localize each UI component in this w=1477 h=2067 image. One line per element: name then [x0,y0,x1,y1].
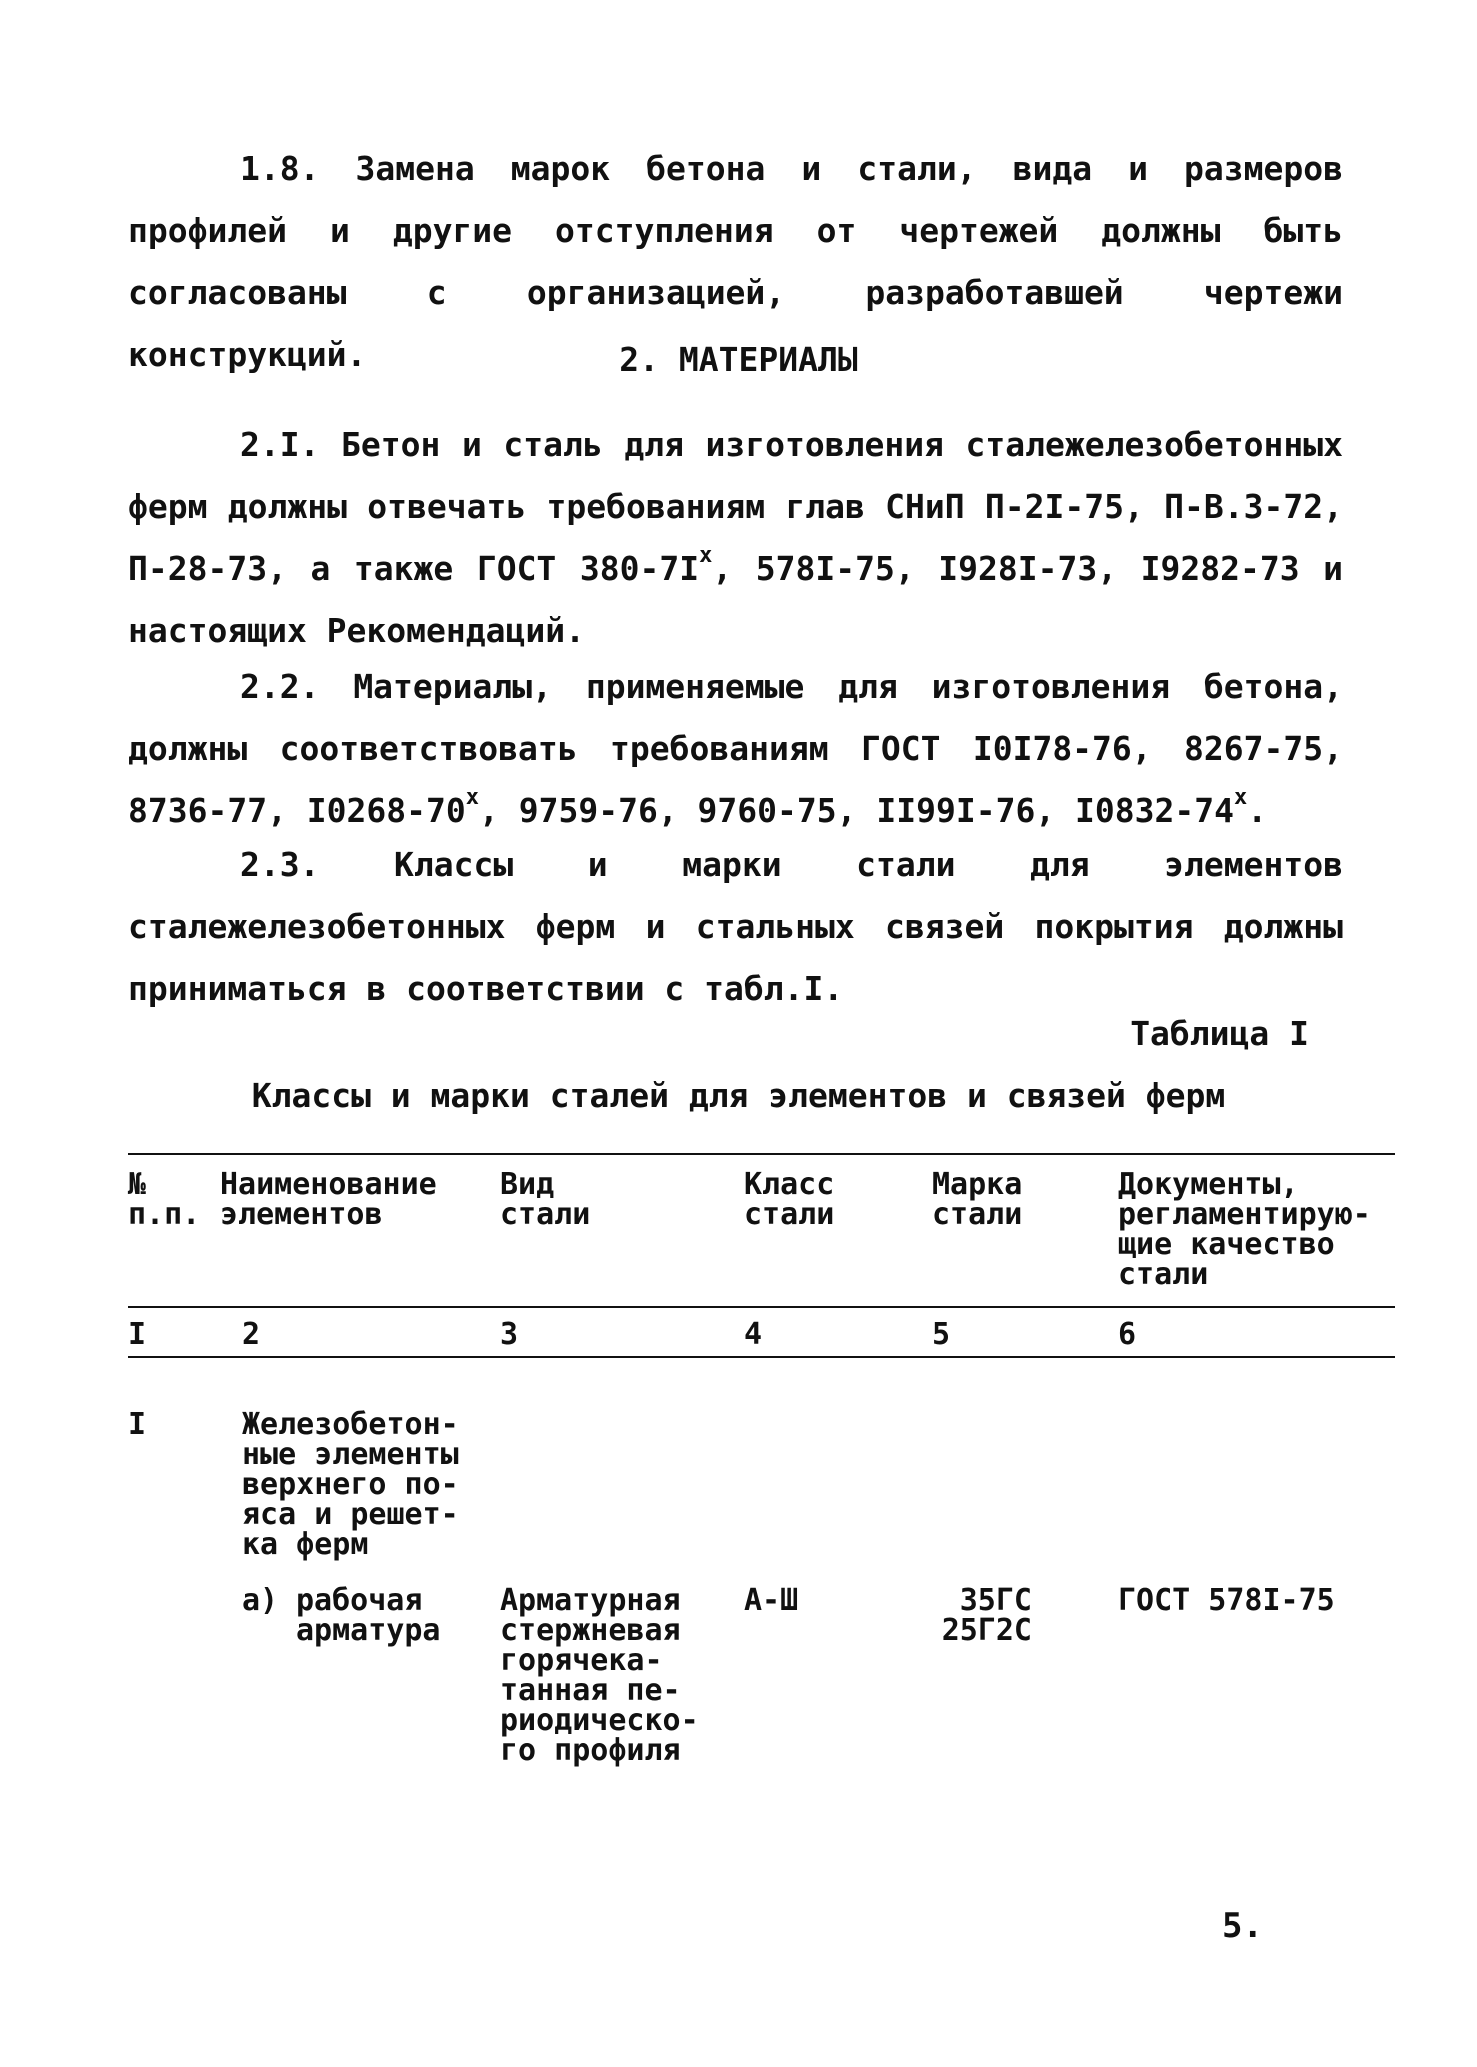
row-1a-steel-grade: 35ГС 25Г2С [941,1583,1032,1648]
page-number: 5. [1222,1906,1263,1946]
paragraph-2-2 [128,656,1343,842]
column-number-2: 2 [242,1317,261,1352]
header-bottom-rule [128,1306,1395,1308]
header-steel-grade: Марка стали [932,1167,1023,1232]
row-1-number: I [128,1407,147,1442]
paragraph-2-1 [128,414,1343,662]
row-1-name: Железобетон- ные элементы верхнего по- яса и решет- ка ферм [242,1407,459,1562]
superscript-x: x [1234,785,1248,810]
table-label: Таблица I [1130,1014,1309,1053]
row-1a-steel-kind: Арматурная стержневая горячека- танная пе- риодическо- го профиля [500,1583,699,1768]
paragraph-2-2-text-a: 2.2. Материалы, применяемые для изготовления бетона, должны соответствовать требованиям ГОСТ I0I78-76, 8267-75, 8736-77, I0268-70 [128,667,1343,830]
row-1a-name: рабочая арматура [296,1583,441,1648]
table-title: Классы и марки сталей для элементов и связей ферм [251,1076,1226,1115]
superscript-x: x [699,543,713,568]
header-steel-class: Класс стали [744,1167,835,1232]
paragraph-2-2-text-c: . [1247,791,1268,830]
column-number-3: 3 [500,1317,519,1352]
section-heading: 2. МАТЕРИАЛЫ [619,340,858,379]
paragraph-2-1-text-a: 2.I. Бетон и сталь для изготовления сталежелезобетонных ферм должны отвечать требованиям глав СНиП П-2I-75, П-В.3-72, П-28-73, а также ГОСТ 380-7I [128,425,1343,588]
paragraph-2-2-text-b: , 9759-76, 9760-75, II99I-76, I0832-74 [479,791,1234,830]
paragraph-2-3 [128,834,1343,1020]
row-1a-document: ГОСТ 578I-75 [1118,1583,1335,1618]
paragraph-2-3-text: 2.3. Классы и марки стали для элементов сталежелезобетонных ферм и стальных связей покрытия должны приниматься в соответствии с табл.I. [128,845,1343,1008]
header-number: № п.п. [128,1167,201,1232]
column-number-6: 6 [1118,1317,1137,1352]
column-number-4: 4 [744,1317,763,1352]
header-documents: Документы, регламентирую- щие качество стали [1118,1167,1371,1292]
paragraph-2-1-text-b: , 578I-75, I928I-73, I9282-73 и настоящих Рекомендаций. [128,549,1343,650]
column-number-5: 5 [932,1317,951,1352]
header-steel-kind: Вид стали [500,1167,591,1232]
row-1a-marker: а) [242,1583,279,1618]
table-top-rule [128,1153,1395,1155]
row-1a-steel-class: А-Ш [744,1583,799,1618]
paragraph-1-8-text: 1.8. Замена марок бетона и стали, вида и размеров профилей и другие отступления от чертежей должны быть согласованы с организацией, разработавшей чертежи конструкций. [128,149,1343,374]
numbering-bottom-rule [128,1356,1395,1358]
superscript-x: x [465,785,480,810]
column-number-1: I [128,1317,147,1352]
header-element-name: Наименование элементов [220,1167,437,1232]
